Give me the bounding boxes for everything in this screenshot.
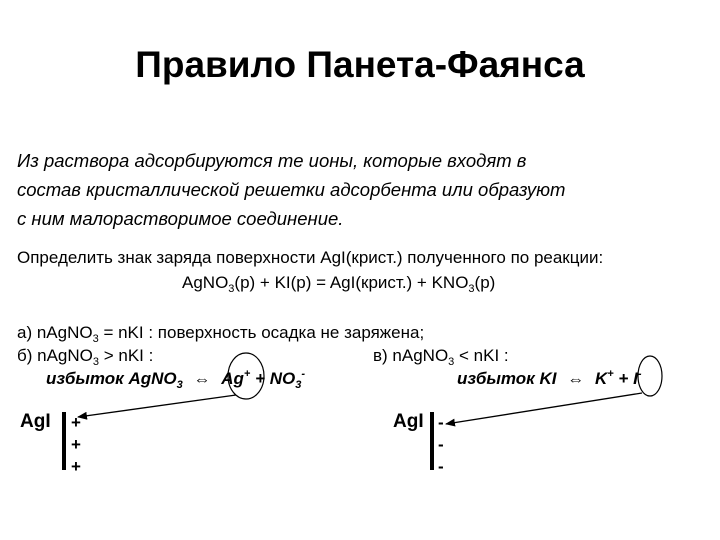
i-adsorption-arrow	[446, 393, 642, 424]
rule-line-2: состав кристаллической решетки адсорбента или образуют	[17, 179, 566, 200]
case-b-part-1: б) nAgNO	[17, 346, 93, 365]
rule-line-3: с ним малорастворимое соединение.	[17, 208, 344, 229]
equilibrium-arrow-icon: ⇔	[193, 369, 211, 388]
case-b-part-2: > nKI :	[99, 346, 154, 365]
reaction-part-1: AgNO	[182, 273, 229, 292]
case-a-sub: 3	[92, 333, 99, 345]
reaction-part-2: (р) + KI(р) = AgI(крист.) + KNO	[234, 273, 469, 292]
particle-agi-negative-label: AgI	[393, 411, 424, 432]
ag-adsorption-arrow	[78, 395, 236, 417]
case-a-part-1: а) nAgNO	[17, 323, 93, 342]
case-c-sub: 3	[448, 356, 455, 368]
case-c-part-2: < nKI :	[454, 346, 509, 365]
ag-ion-highlight-circle	[228, 353, 264, 399]
reaction-sub-1: 3	[228, 283, 235, 295]
equilibrium-arrow-icon: ⇔	[567, 369, 585, 388]
case-c-ion-k: K	[594, 369, 608, 388]
case-b-ion-no3: NO	[269, 369, 296, 388]
case-b-excess-label: избыток AgNO	[46, 369, 177, 388]
i-ion-highlight-circle	[638, 356, 662, 396]
agi-crystal-surface-negative	[430, 412, 434, 470]
charge-sign: -	[438, 435, 444, 454]
case-c-ion-i: I	[633, 369, 638, 388]
case-b-ion-ag-charge: +	[243, 368, 251, 380]
charge-sign: +	[71, 457, 81, 476]
particle-agi-positive-label: AgI	[20, 411, 51, 432]
case-c-excess-label: избыток KI	[457, 369, 557, 388]
case-c-ion-i-charge: -	[637, 368, 642, 380]
case-b-ion-no3-sub: 3	[295, 379, 302, 391]
case-c-ion-k-charge: +	[607, 368, 614, 380]
charge-sign: +	[71, 413, 81, 432]
page-title: Правило Панета-Фаянса	[135, 44, 585, 85]
case-c-part-1: в) nAgNO	[373, 346, 449, 365]
agi-crystal-surface-positive	[62, 412, 66, 470]
charge-sign: +	[71, 435, 81, 454]
case-b-plus: +	[255, 369, 266, 388]
rule-line-1: Из раствора адсорбируются те ионы, которые входят в	[17, 150, 527, 171]
case-b-sub: 3	[92, 356, 99, 368]
case-b-ion-ag: Ag	[221, 369, 244, 388]
charge-sign: -	[438, 413, 444, 432]
reaction-part-3: (р)	[474, 273, 496, 292]
case-b-ion-no3-charge: -	[301, 368, 306, 380]
case-b-excess-sub: 3	[176, 379, 183, 391]
case-a-part-2: = nKI : поверхность осадка не заряжена;	[98, 323, 425, 342]
charge-sign: -	[438, 457, 444, 476]
task-question: Определить знак заряда поверхности AgI(крист.) полученного по реакции:	[17, 248, 604, 267]
reaction-sub-2: 3	[468, 283, 475, 295]
case-c-plus: +	[618, 369, 629, 388]
